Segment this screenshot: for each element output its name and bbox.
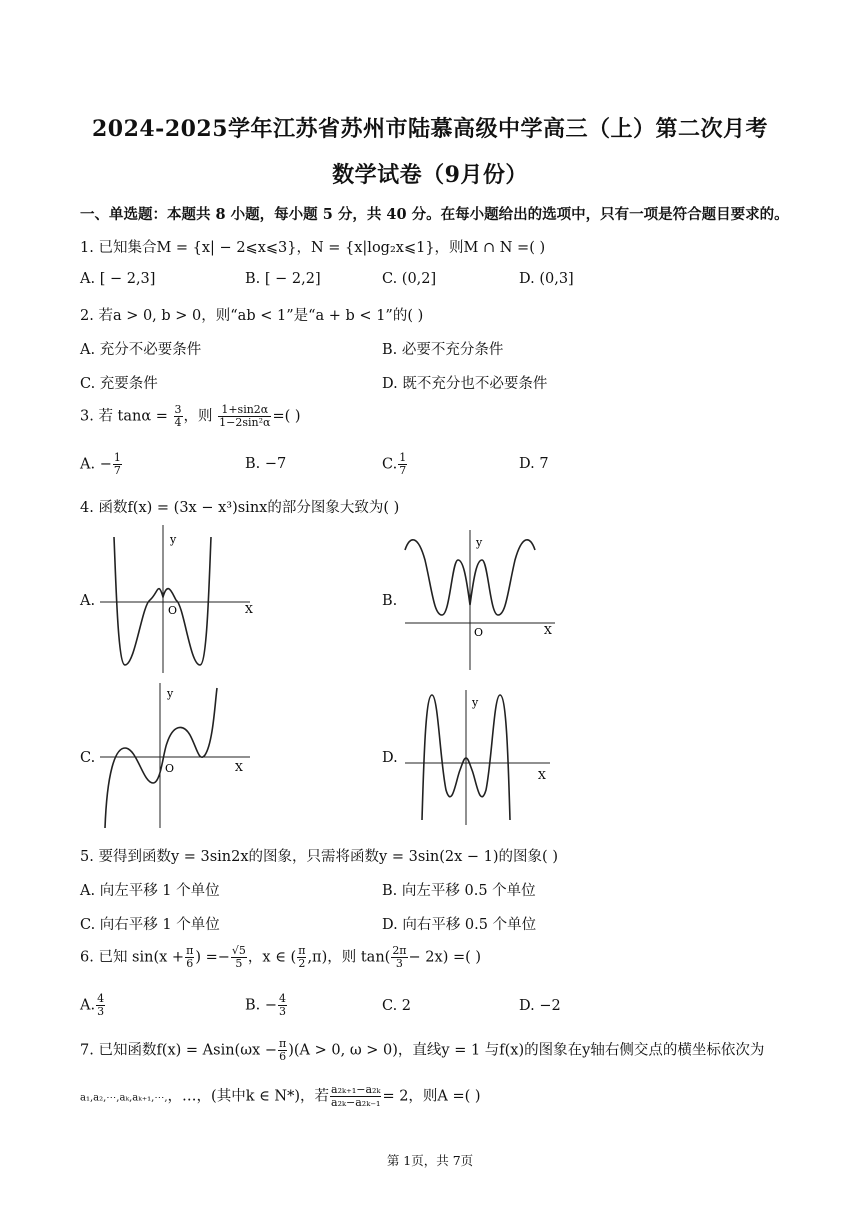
q7-f2-num: a₂ₖ₊₁−a₂ₖ <box>331 1083 381 1096</box>
q4a-origin-label: O <box>168 604 178 617</box>
q7-f1-den: 6 <box>279 1050 287 1063</box>
q4-graph-c <box>95 683 255 828</box>
q4a-x-label: X <box>245 603 253 616</box>
q6-f4-den: 3 <box>395 957 403 970</box>
exam-title-line1: 2024-2025学年江苏省苏州市陆慕高级中学高三（上）第二次月考 <box>91 116 769 142</box>
q7-stem-line2 <box>80 1084 481 1109</box>
q4b-x-label: X <box>544 624 552 637</box>
q3-c-pre: C. <box>382 456 398 473</box>
q3-c-frac <box>398 452 407 477</box>
q6-stem-pre: 6. 已知 sin(x + <box>80 949 185 966</box>
q3-a-num: 1 <box>113 451 121 464</box>
q6-f1-den: 6 <box>186 957 194 970</box>
q6-stem <box>80 945 481 970</box>
q7-line2-post: = 2，则A =( ) <box>382 1088 481 1105</box>
q7-stem-pre: 7. 已知函数f(x) = Asin(ωx − <box>80 1042 277 1059</box>
q4-graph-a <box>100 525 265 673</box>
q6-f3-num: π <box>298 944 306 957</box>
q6-option-d: D. −2 <box>519 998 561 1014</box>
q7-line2-mid: ，…，(其中k ∈ N*)，若 <box>167 1088 330 1105</box>
q3-option-b: B. −7 <box>245 456 287 472</box>
q6-f2-den: 5 <box>235 957 243 970</box>
q3-a-pre: A. − <box>80 456 112 473</box>
q1-option-b: B. [ − 2,2] <box>245 271 321 287</box>
q3-c-den: 7 <box>399 464 407 477</box>
q6-option-c: C. 2 <box>382 998 412 1014</box>
q7-frac-pi6 <box>278 1038 287 1063</box>
q3-stem <box>80 404 301 429</box>
q6-option-b <box>245 993 288 1018</box>
q4-graph-d <box>400 690 560 825</box>
q7-f2-den: a₂ₖ−a₂ₖ₋₁ <box>331 1096 381 1109</box>
q4-option-d-label: D. <box>382 750 398 766</box>
q6-f4-num: 2π <box>392 944 407 957</box>
q1-stem: 1. 已知集合M = {x| − 2⩽x⩽3}，N = {x|log₂x⩽1}，则M ∩ N =( ) <box>80 240 546 256</box>
q2-option-a: A. 充分不必要条件 <box>80 342 202 358</box>
q7-frac-ratio <box>330 1084 381 1109</box>
q3-option-a <box>80 452 123 477</box>
q6-a-pre: A. <box>80 997 96 1014</box>
q6-frac-sqrt5 <box>231 945 247 970</box>
q4c-x-label: X <box>235 761 243 774</box>
q3-a-den: 7 <box>113 464 121 477</box>
q7-f1-num: π <box>278 1037 287 1050</box>
q3-a-frac <box>113 452 122 477</box>
q5-option-c: C. 向右平移 1 个单位 <box>80 917 220 933</box>
q4c-origin-label: O <box>165 762 175 775</box>
q6-stem-d: − 2x) =( ) <box>408 949 482 966</box>
q3-frac2-den: 1−2sin²α <box>219 416 271 429</box>
q4b-origin-label: O <box>474 626 484 639</box>
q6-option-a <box>80 993 106 1018</box>
q6-b-pre: B. − <box>245 997 278 1014</box>
q6-b-num: 4 <box>279 992 287 1005</box>
q5-option-a: A. 向左平移 1 个单位 <box>80 883 220 899</box>
q4-option-c-label: C. <box>80 750 96 766</box>
q3-option-c <box>382 452 408 477</box>
q3-frac1-num: 3 <box>174 403 182 416</box>
q4b-y-label: y <box>476 536 483 549</box>
q3-stem-pre: 3. 若 tanα = <box>80 408 168 425</box>
q6-f3-den: 2 <box>298 957 306 970</box>
q2-stem: 2. 若a > 0, b > 0，则“ab < 1”是“a + b < 1”的( ) <box>80 308 424 324</box>
q4-option-b-label: B. <box>382 593 398 609</box>
q5-option-b: B. 向左平移 0.5 个单位 <box>382 883 536 899</box>
q7-sequence: a₁,a₂,⋯,aₖ,aₖ₊₁,⋯, <box>80 1092 168 1104</box>
q3-c-num: 1 <box>399 451 407 464</box>
q6-a-frac <box>96 993 105 1018</box>
q5-stem: 5. 要得到函数y = 3sin2x的图象，只需将函数y = 3sin(2x − 1)的图象( ) <box>80 849 558 865</box>
q6-f1-num: π <box>186 944 194 957</box>
q6-stem-b: ，x ∈ ( <box>247 949 297 966</box>
q6-a-den: 3 <box>97 1005 105 1018</box>
q5-option-d: D. 向右平移 0.5 个单位 <box>382 917 537 933</box>
q3-stem-post: =( ) <box>272 408 301 425</box>
page-footer: 第 1页，共 7页 <box>386 1153 474 1168</box>
q6-frac-2pi3 <box>391 945 407 970</box>
q6-frac-pi2 <box>297 945 306 970</box>
q1-option-c: C. (0,2] <box>382 271 437 287</box>
q6-stem-c: ,π)，则 tan( <box>307 949 391 966</box>
q3-frac1-den: 4 <box>174 416 182 429</box>
q6-b-den: 3 <box>279 1005 287 1018</box>
q6-frac-pi6 <box>185 945 194 970</box>
q2-option-b: B. 必要不充分条件 <box>382 342 504 358</box>
q4c-y-label: y <box>167 687 174 700</box>
section-heading: 一、单选题：本题共 8 小题，每小题 5 分，共 40 分。在每小题给出的选项中，只有一项是符合题目要求的。 <box>80 206 789 223</box>
q6-b-frac <box>278 993 287 1018</box>
q4-stem: 4. 函数f(x) = (3x − x³)sinx的部分图象大致为( ) <box>80 500 400 516</box>
exam-title-line2: 数学试卷（9月份） <box>332 162 528 188</box>
q1-option-a: A. [ − 2,3] <box>80 271 156 287</box>
q7-stem-post: )(A > 0, ω > 0)，直线y = 1 与f(x)的图象在y轴右侧交点的横坐标依次为 <box>288 1042 765 1059</box>
q3-option-d: D. 7 <box>519 456 549 472</box>
q4d-y-label: y <box>472 696 479 709</box>
q3-fraction-3-4 <box>174 404 183 429</box>
q3-stem-mid: ，则 <box>183 408 213 425</box>
q3-frac2-num: 1+sin2α <box>218 404 271 417</box>
q2-option-c: C. 充要条件 <box>80 376 158 392</box>
q4-option-a-label: A. <box>80 593 96 609</box>
q7-stem-line1 <box>80 1038 764 1063</box>
q6-a-num: 4 <box>97 992 105 1005</box>
q1-option-d: D. (0,3] <box>519 271 574 287</box>
q4a-y-label: y <box>170 533 177 546</box>
q6-f2-num: √5 <box>231 944 246 957</box>
q4-graph-b <box>400 530 560 670</box>
q4d-x-label: X <box>538 769 546 782</box>
q3-fraction-expr <box>218 404 271 429</box>
q6-stem-a: ) =− <box>195 949 230 966</box>
q2-option-d: D. 既不充分也不必要条件 <box>382 376 548 392</box>
